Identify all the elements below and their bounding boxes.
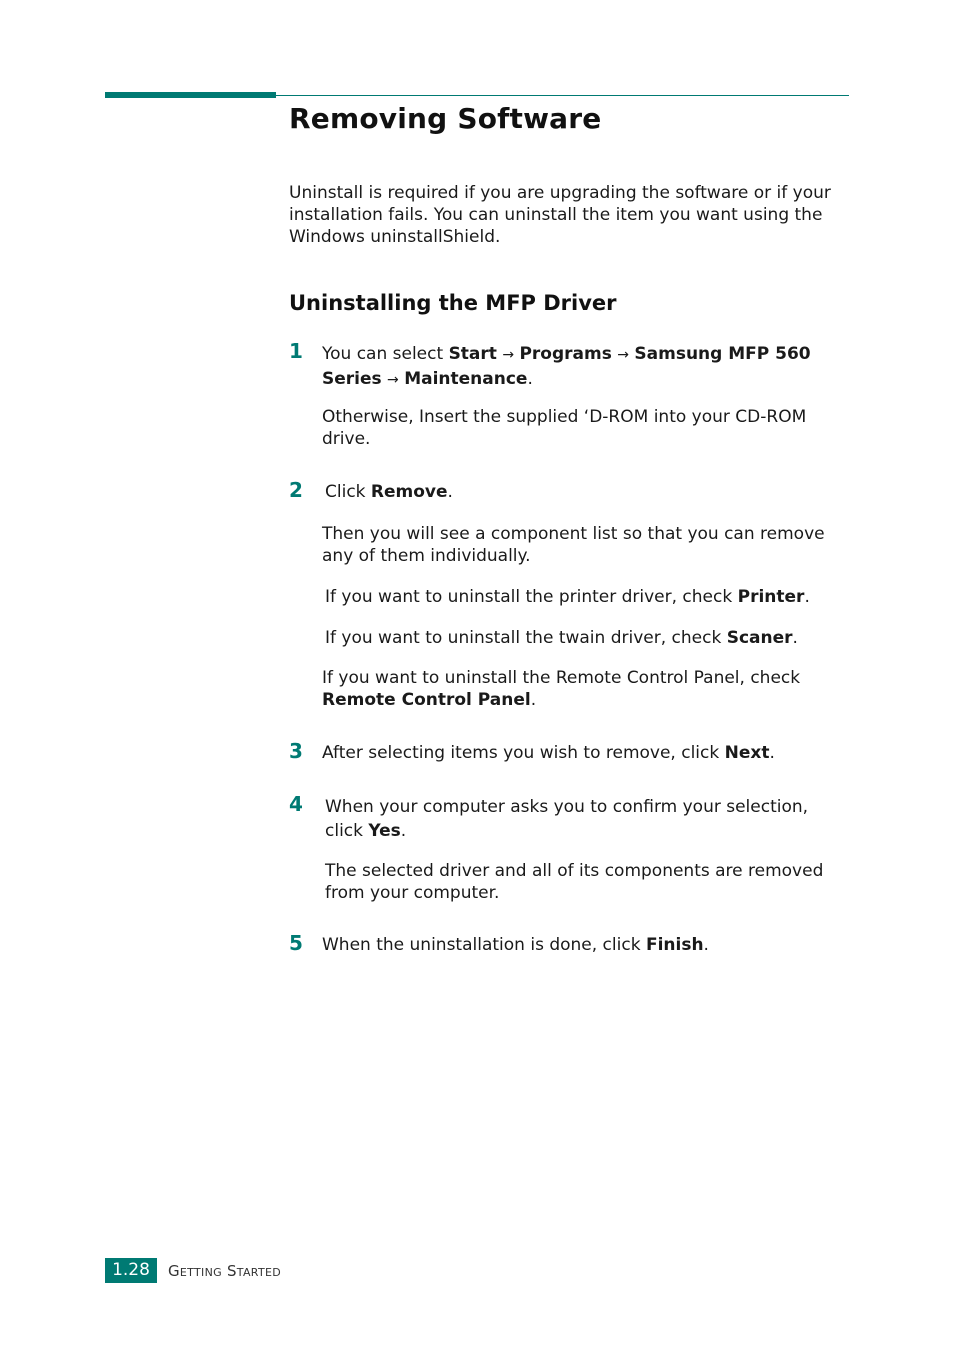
- step-3-number: 3: [289, 739, 303, 763]
- scaner-prefix: If you want to uninstall the twain driver, check: [325, 628, 727, 648]
- step-2-text: [325, 481, 453, 503]
- printer-option-text: [325, 586, 810, 608]
- step-4-prefix: When your computer asks you to confirm your selection, click: [325, 797, 809, 841]
- step-2-period: .: [447, 482, 453, 502]
- menu-start: Start: [448, 344, 497, 364]
- finish-label: Finish: [645, 935, 704, 955]
- scaner-label: Scaner: [726, 628, 793, 648]
- page-number-badge: 1.28: [105, 1258, 157, 1283]
- step-3-period: .: [769, 743, 775, 763]
- menu-maintenance: Maintenance: [404, 369, 528, 389]
- printer-prefix: If you want to uninstall the printer driver, check: [325, 587, 738, 607]
- step-1-note: Otherwise, Insert the supplied ‘D-ROM into your CD-ROM drive.: [322, 407, 807, 449]
- menu-samsung: Samsung MFP 560: [634, 344, 811, 364]
- yes-label: Yes: [368, 821, 401, 841]
- arrow-icon: →: [502, 347, 515, 363]
- header-rule-thin: [276, 95, 849, 96]
- step-3-prefix: After selecting items you wish to remove, click: [322, 743, 725, 763]
- step-1-number: 1: [289, 339, 303, 363]
- arrow-icon: →: [617, 347, 629, 363]
- step-3-text: [322, 742, 775, 764]
- step-2-prefix: Click: [325, 482, 371, 502]
- step-1-prefix: You can select: [322, 344, 449, 364]
- scaner-period: .: [792, 628, 798, 648]
- step-5-prefix: When the uninstallation is done, click: [322, 935, 646, 955]
- step-5-number: 5: [289, 931, 303, 955]
- next-label: Next: [724, 743, 770, 763]
- step-2-number: 2: [289, 478, 303, 502]
- step-1-period: .: [527, 369, 533, 389]
- intro-paragraph: Uninstall is required if you are upgrading the software or if your installation fails. You can uninstall the item you want using the Windows uninstallShield.: [289, 183, 831, 247]
- scaner-option-text: [325, 627, 798, 649]
- step-4-note: The selected driver and all of its components are removed from your computer.: [325, 861, 824, 903]
- footer-section-title: Getting Started: [168, 1262, 281, 1280]
- printer-label: Printer: [737, 587, 805, 607]
- step-4-text: [325, 795, 845, 843]
- remote-option-text: [322, 667, 842, 711]
- printer-period: .: [804, 587, 810, 607]
- header-rule-thick: [105, 92, 276, 98]
- section-subtitle: Uninstalling the MFP Driver: [289, 291, 617, 315]
- remove-label: Remove: [370, 482, 448, 502]
- page-title: Removing Software: [289, 102, 602, 135]
- menu-programs: Programs: [519, 344, 612, 364]
- step-5-period: .: [703, 935, 709, 955]
- step-1-text: [322, 342, 852, 392]
- arrow-icon: →: [387, 372, 399, 388]
- step-4-number: 4: [289, 792, 303, 816]
- step-5-text: [322, 934, 709, 956]
- remote-prefix: If you want to uninstall the Remote Control Panel, check: [322, 668, 801, 688]
- step-2-note: Then you will see a component list so that you can remove any of them individually.: [322, 524, 825, 566]
- step-4-period: .: [400, 821, 407, 841]
- menu-series: Series: [322, 369, 382, 389]
- remote-control-panel-label: Remote Control Panel: [322, 690, 531, 710]
- remote-period: .: [530, 690, 537, 710]
